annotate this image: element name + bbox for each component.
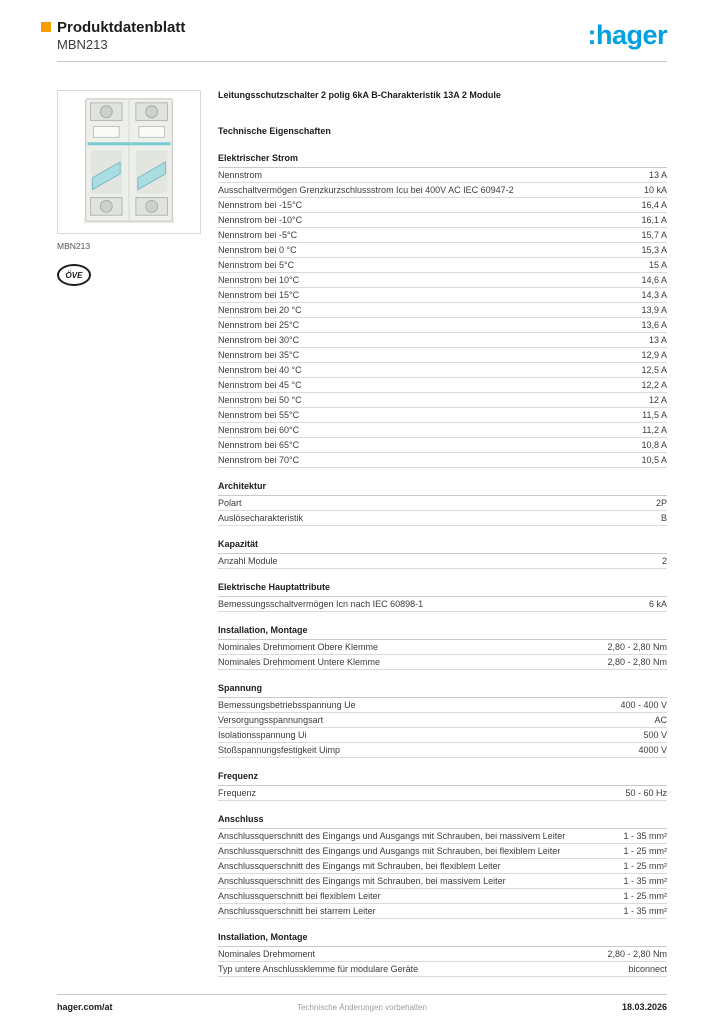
spec-label: Nennstrom bei 40 °C	[218, 365, 302, 375]
spec-value: 1 - 35 mm²	[623, 876, 667, 886]
spec-label: Nennstrom bei -15°C	[218, 200, 303, 210]
spec-value: 16,1 A	[641, 215, 667, 225]
spec-row	[218, 288, 667, 303]
spec-value: 14,6 A	[641, 275, 667, 285]
spec-value: 12,9 A	[641, 350, 667, 360]
header-titles	[57, 19, 667, 53]
footer-date: 18.03.2026	[621, 1002, 667, 1012]
spec-section-heading: Installation, Montage	[218, 623, 667, 640]
spec-label: Versorgungsspannungsart	[218, 715, 324, 725]
spec-label: Stoßspannungsfestigkeit Uimp	[218, 745, 341, 755]
spec-label: Bemessungsbetriebsspannung Ue	[218, 700, 356, 710]
spec-label: Bemessungsschaltvermögen Icn nach IEC 60898-1	[218, 599, 424, 609]
spec-label: Nennstrom bei 35°C	[218, 350, 300, 360]
product-image-caption: MBN213	[57, 241, 91, 251]
main-content	[57, 90, 667, 977]
spec-value: 13,6 A	[641, 320, 667, 330]
spec-value: 12 A	[648, 395, 667, 405]
spec-value: 10 kA	[643, 185, 667, 195]
spec-value: 2	[661, 556, 667, 566]
spec-row	[218, 947, 667, 962]
spec-label: Nennstrom bei 30°C	[218, 335, 300, 345]
spec-value: AC	[654, 715, 667, 725]
spec-row	[218, 496, 667, 511]
spec-label: Anzahl Module	[218, 556, 278, 566]
spec-value: 50 - 60 Hz	[625, 788, 667, 798]
spec-section-heading: Kapazität	[218, 537, 667, 554]
spec-value: 2,80 - 2,80 Nm	[607, 657, 667, 667]
spec-value: 10,5 A	[641, 455, 667, 465]
spec-value: 6 kA	[648, 599, 667, 609]
spec-label: Nennstrom bei -5°C	[218, 230, 298, 240]
spec-row	[218, 213, 667, 228]
spec-label: Frequenz	[218, 788, 257, 798]
spec-label: Nennstrom bei 70°C	[218, 455, 300, 465]
product-code: MBN213	[57, 37, 108, 52]
spec-section-heading: Architektur	[218, 479, 667, 496]
circuit-breaker-illustration	[58, 91, 200, 233]
spec-row	[218, 786, 667, 801]
spec-label: Nominales Drehmoment Untere Klemme	[218, 657, 381, 667]
spec-row	[218, 243, 667, 258]
spec-value: 15,7 A	[641, 230, 667, 240]
spec-label: Nennstrom bei 5°C	[218, 260, 295, 270]
spec-row	[218, 198, 667, 213]
spec-value: 13 A	[648, 170, 667, 180]
page-footer	[57, 994, 667, 1012]
spec-table	[218, 90, 667, 977]
spec-value: 1 - 25 mm²	[623, 891, 667, 901]
spec-label: Nominales Drehmoment	[218, 949, 316, 959]
spec-label: Nennstrom bei -10°C	[218, 215, 303, 225]
spec-value: 4000 V	[638, 745, 667, 755]
spec-value: 2P	[655, 498, 667, 508]
spec-value: B	[660, 513, 667, 523]
spec-value: biconnect	[628, 964, 667, 974]
spec-row	[218, 859, 667, 874]
spec-row	[218, 303, 667, 318]
spec-sections	[218, 151, 667, 977]
document-title: Produktdatenblatt	[57, 19, 186, 36]
spec-row	[218, 844, 667, 859]
spec-value: 16,4 A	[641, 200, 667, 210]
spec-label: Nennstrom bei 15°C	[218, 290, 300, 300]
product-description-title: Leitungsschutzschalter 2 polig 6kA B-Charakteristik 13A 2 Module	[218, 90, 501, 100]
spec-row	[218, 453, 667, 468]
product-image	[57, 90, 201, 234]
spec-row	[218, 258, 667, 273]
spec-row	[218, 168, 667, 183]
spec-row	[218, 333, 667, 348]
spec-value: 15,3 A	[641, 245, 667, 255]
spec-section-heading: Elektrischer Strom	[218, 151, 667, 168]
spec-row	[218, 348, 667, 363]
spec-label: Nennstrom bei 20 °C	[218, 305, 302, 315]
spec-value: 400 - 400 V	[620, 700, 667, 710]
brand-accent-square-icon	[41, 22, 51, 32]
spec-label: Nennstrom bei 50 °C	[218, 395, 302, 405]
ove-certification-label: ÖVE	[65, 270, 83, 280]
spec-row	[218, 378, 667, 393]
spec-row	[218, 874, 667, 889]
spec-label: Nennstrom bei 10°C	[218, 275, 300, 285]
spec-label: Typ untere Anschlussklemme für modulare Geräte	[218, 964, 419, 974]
spec-label: Auslösecharakteristik	[218, 513, 304, 523]
spec-value: 1 - 35 mm²	[623, 831, 667, 841]
spec-row	[218, 640, 667, 655]
footer-legal-note: Technische Änderungen vorbehalten	[297, 1003, 427, 1012]
spec-label: Nennstrom bei 0 °C	[218, 245, 297, 255]
spec-section-heading: Anschluss	[218, 812, 667, 829]
spec-value: 11,2 A	[642, 425, 667, 435]
spec-label: Isolationsspannung Ui	[218, 730, 307, 740]
spec-value: 13,9 A	[641, 305, 667, 315]
spec-value: 500 V	[643, 730, 667, 740]
spec-value: 1 - 35 mm²	[623, 906, 667, 916]
spec-row	[218, 511, 667, 526]
spec-row	[218, 408, 667, 423]
spec-row	[218, 743, 667, 758]
spec-label: Nennstrom bei 25°C	[218, 320, 300, 330]
spec-label: Nennstrom bei 65°C	[218, 440, 300, 450]
spec-label: Nennstrom	[218, 170, 263, 180]
footer-website-link[interactable]: hager.com/at	[57, 1002, 113, 1012]
technical-properties-heading: Technische Eigenschaften	[218, 126, 331, 136]
spec-value: 11,5 A	[642, 410, 667, 420]
spec-row	[218, 393, 667, 408]
hager-logo: :hager	[587, 20, 667, 50]
spec-row	[218, 554, 667, 569]
spec-row	[218, 655, 667, 670]
spec-section-heading: Frequenz	[218, 769, 667, 786]
spec-row	[218, 183, 667, 198]
spec-row	[218, 829, 667, 844]
spec-row	[218, 438, 667, 453]
spec-value: 12,5 A	[641, 365, 667, 375]
spec-value: 1 - 25 mm²	[623, 861, 667, 871]
spec-row	[218, 363, 667, 378]
spec-section-heading: Spannung	[218, 681, 667, 698]
page-header	[41, 19, 667, 61]
header-divider	[57, 61, 667, 62]
spec-label: Nennstrom bei 60°C	[218, 425, 300, 435]
spec-row	[218, 889, 667, 904]
spec-value: 2,80 - 2,80 Nm	[607, 642, 667, 652]
spec-value: 13 A	[648, 335, 667, 345]
spec-label: Anschlussquerschnitt bei flexiblem Leiter	[218, 891, 381, 901]
spec-label: Ausschaltvermögen Grenzkurzschlussstrom Icu bei 400V AC IEC 60947-2	[218, 185, 514, 195]
spec-row	[218, 273, 667, 288]
spec-row	[218, 962, 667, 977]
spec-row	[218, 713, 667, 728]
spec-value: 14,3 A	[641, 290, 667, 300]
spec-label: Nennstrom bei 55°C	[218, 410, 300, 420]
product-media-column	[57, 90, 201, 977]
spec-value: 1 - 25 mm²	[623, 846, 667, 856]
spec-label: Polart	[218, 498, 242, 508]
spec-row	[218, 597, 667, 612]
spec-section-heading: Elektrische Hauptattribute	[218, 580, 667, 597]
spec-label: Anschlussquerschnitt des Eingangs mit Schrauben, bei flexiblem Leiter	[218, 861, 501, 871]
spec-row	[218, 904, 667, 919]
spec-label: Anschlussquerschnitt bei starrem Leiter	[218, 906, 376, 916]
spec-label: Nennstrom bei 45 °C	[218, 380, 302, 390]
spec-value: 10,8 A	[641, 440, 667, 450]
spec-value: 2,80 - 2,80 Nm	[607, 949, 667, 959]
spec-label: Anschlussquerschnitt des Eingangs mit Schrauben, bei massivem Leiter	[218, 876, 506, 886]
ove-certification-badge	[57, 264, 91, 286]
spec-section-heading: Installation, Montage	[218, 930, 667, 947]
spec-value: 15 A	[648, 260, 667, 270]
spec-label: Nominales Drehmoment Obere Klemme	[218, 642, 379, 652]
spec-label: Anschlussquerschnitt des Eingangs und Ausgangs mit Schrauben, bei flexiblem Leiter	[218, 846, 561, 856]
spec-value: 12,2 A	[641, 380, 667, 390]
spec-row	[218, 698, 667, 713]
spec-row	[218, 318, 667, 333]
spec-row	[218, 728, 667, 743]
spec-row	[218, 228, 667, 243]
spec-row	[218, 423, 667, 438]
spec-label: Anschlussquerschnitt des Eingangs und Ausgangs mit Schrauben, bei massivem Leiter	[218, 831, 566, 841]
